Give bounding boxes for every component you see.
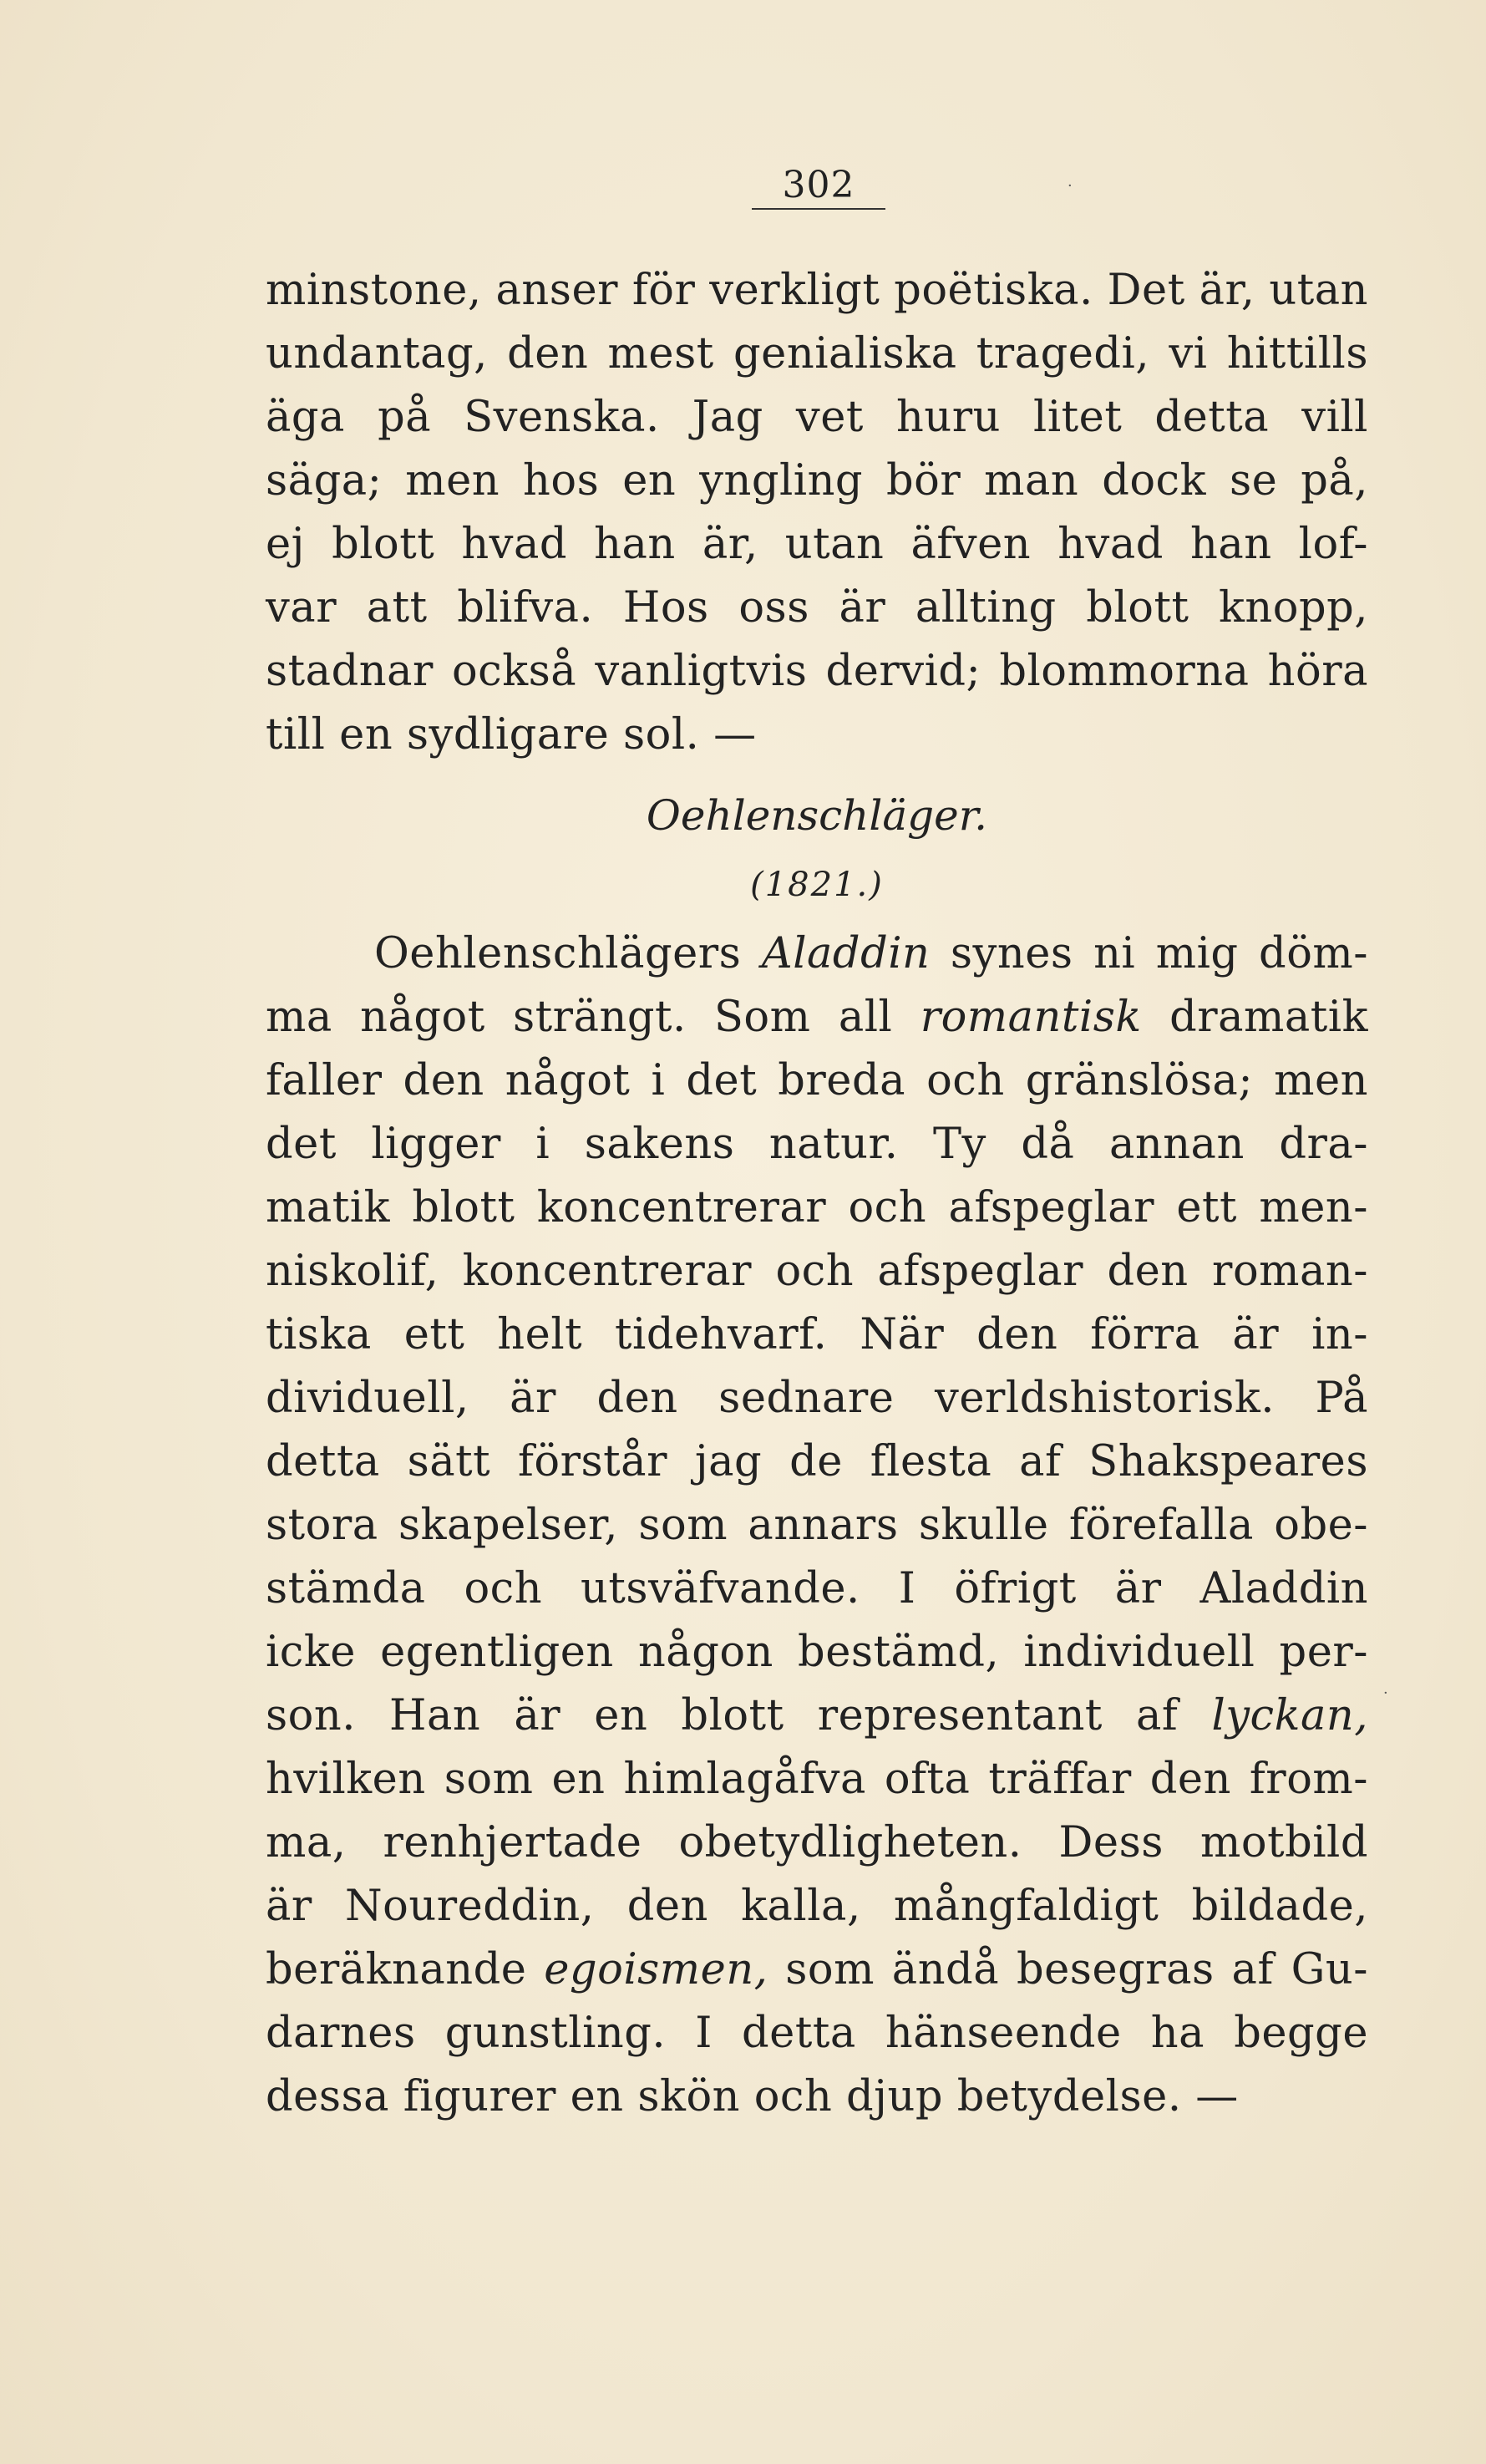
section-heading: Oehlenschläger.	[646, 791, 988, 840]
text-run: son. Han är en blott representant af	[266, 1691, 1212, 1740]
text-line: var att blifva. Hos oss är allting blott knopp,	[266, 583, 1368, 633]
italic-term: egoismen,	[544, 1945, 768, 1994]
text-line: är Noureddin, den kalla, mångfaldigt bildade,	[266, 1882, 1368, 1931]
text-run: synes ni mig döm-	[930, 929, 1369, 978]
paragraph-1	[266, 259, 1368, 767]
text-line: stämda och utsväfvande. I öfrigt är Aladdin	[266, 1564, 1368, 1613]
text-line: matik blott koncentrerar och afspeglar ett men-	[266, 1183, 1368, 1232]
text-line: icke egentligen någon bestämd, individuell per-	[266, 1628, 1368, 1677]
text-run: Oehlenschlägers	[374, 929, 762, 978]
text-line: faller den något i det breda och gränslösa; men	[266, 1056, 1368, 1105]
text-line: darnes gunstling. I detta hänseende ha begge	[266, 2009, 1368, 2058]
text-line	[266, 922, 1368, 986]
text-line: undantag, den mest genialiska tragedi, vi hittills	[266, 329, 1368, 378]
italic-term: lyckan,	[1211, 1691, 1368, 1740]
text-line: ma, renhjertade obetydligheten. Dess motbild	[266, 1818, 1368, 1867]
text-run: dramatik	[1141, 993, 1368, 1042]
text-run: som ändå besegras af Gu-	[768, 1945, 1368, 1994]
text-line: dessa figurer en skön och djup betydelse. —	[266, 2072, 1239, 2121]
italic-term: romantisk	[920, 993, 1142, 1042]
page-number: 302	[752, 164, 885, 210]
text-line: minstone, anser för verkligt poëtiska. Det är, utan	[266, 266, 1368, 315]
text-line	[266, 1684, 1368, 1748]
text-line: hvilken som en himlagåfva ofta träffar den from-	[266, 1755, 1368, 1804]
text-line	[266, 1938, 1368, 2002]
paragraph-2	[266, 922, 1368, 2129]
speck-mark: ·	[1068, 177, 1073, 195]
text-line: till en sydligare sol. —	[266, 710, 757, 760]
text-run: beräknande	[266, 1945, 545, 1994]
text-line	[266, 986, 1368, 1049]
text-line: stadnar också vanligtvis dervid; blommorna höra	[266, 647, 1368, 696]
text-line: stora skapelser, som annars skulle förefalla obe-	[266, 1501, 1368, 1550]
text-line: detta sätt förstår jag de flesta af Shakspeares	[266, 1437, 1368, 1486]
text-line: niskolif, koncentrerar och afspeglar den roman-	[266, 1247, 1368, 1296]
margin-mark: ·	[1383, 1684, 1388, 1702]
text-run: ma något strängt. Som all	[266, 993, 921, 1042]
text-block	[266, 259, 1368, 2129]
text-line: ej blott hvad han är, utan äfven hvad han lof-	[266, 520, 1368, 569]
text-line: säga; men hos en yngling bör man dock se på,	[266, 456, 1368, 506]
text-line: det ligger i sakens natur. Ty då annan dra-	[266, 1120, 1368, 1169]
section-year: (1821.)	[750, 866, 884, 904]
italic-title: Aladdin	[761, 929, 931, 978]
text-line: dividuell, är den sednare verldshistorisk. På	[266, 1374, 1368, 1423]
text-line: tiska ett helt tidehvarf. När den förra är in-	[266, 1310, 1368, 1359]
text-line: äga på Svenska. Jag vet huru litet detta vill	[266, 393, 1368, 442]
